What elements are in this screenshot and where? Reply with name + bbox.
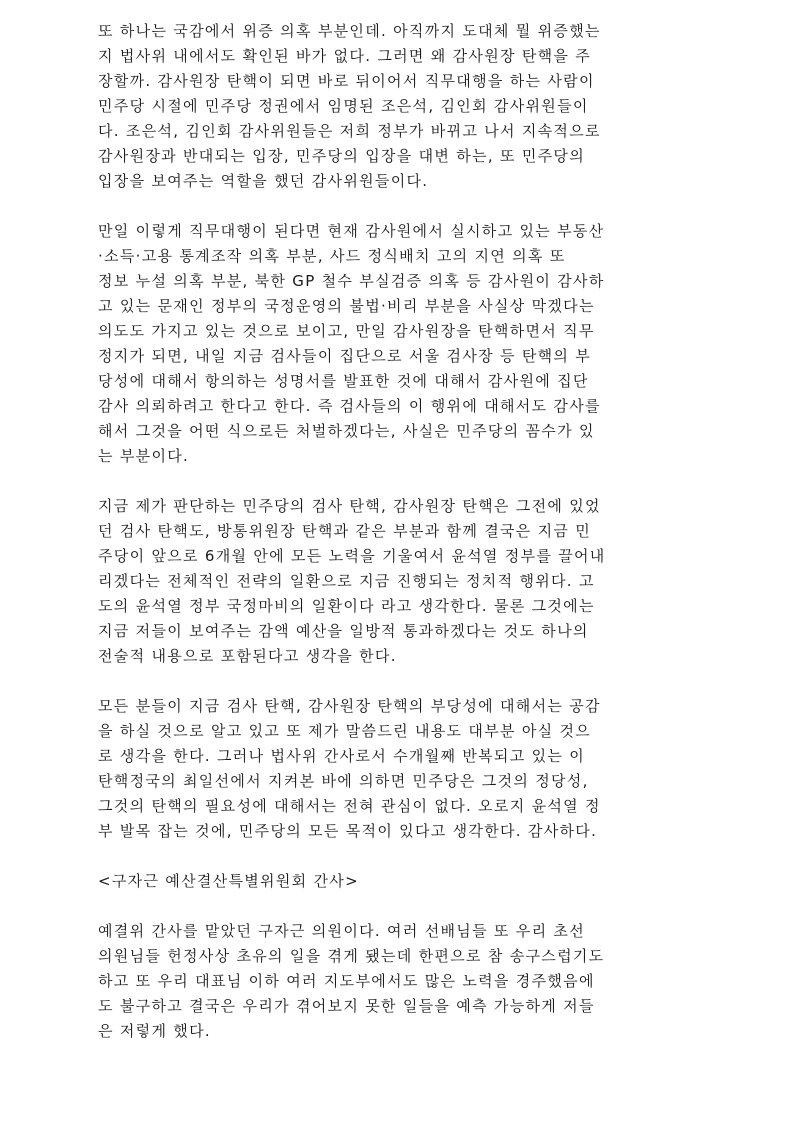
text-line: 지금 제가 판단하는 민주당의 검사 탄핵, 감사원장 탄핵은 그전에 있었 — [98, 497, 601, 515]
text-line: 만일 이렇게 직무대행이 된다면 현재 감사원에서 실시하고 있는 부동산 — [98, 222, 605, 240]
paragraph-impeachment-strategy — [98, 494, 698, 669]
text-line: 감사원장과 반대되는 입장, 민주당의 입장을 대변 하는, 또 민주당의 — [98, 147, 586, 165]
text-line: 부 발목 잡는 것에, 민주당의 모든 목적이 있다고 생각한다. 감사하다. — [98, 822, 598, 840]
text-line: 로 생각을 한다. 그러나 법사위 간사로서 수개월째 반복되고 있는 이 — [98, 747, 586, 765]
text-line: 은 저렇게 했다. — [98, 1022, 211, 1040]
text-line: 던 검사 탄핵도, 방통위원장 탄핵과 같은 부분과 함께 결국은 지금 민 — [98, 522, 592, 540]
text-line: 주당이 앞으로 6개월 안에 모든 노력을 기울여서 윤석열 정부를 끌어내 — [98, 547, 606, 565]
paragraph-conclusion — [98, 694, 698, 844]
text-line: 정지가 되면, 내일 지금 검사들이 집단으로 서울 검사장 등 탄핵의 부 — [98, 347, 592, 365]
text-line: 고 있는 문재인 정부의 국정운영의 불법·비리 부분을 사실상 막겠다는 — [98, 297, 595, 315]
text-line: 해서 그것을 어떤 식으로든 처벌하겠다는, 사실은 민주당의 꼼수가 있 — [98, 422, 595, 440]
paragraph-budget-committee — [98, 919, 698, 1044]
text-line: 의도도 가지고 있는 것으로 보이고, 만일 감사원장을 탄핵하면서 직무 — [98, 322, 595, 340]
text-line: 그것의 탄핵의 필요성에 대해서는 전혀 관심이 없다. 오로지 윤석열 정 — [98, 797, 601, 815]
text-line: 지금 저들이 보여주는 감액 예산을 일방적 통과하겠다는 것도 하나의 — [98, 622, 589, 640]
speaker-heading — [98, 869, 698, 894]
text-line: 감사 의뢰하려고 한다고 한다. 즉 검사들의 이 행위에 대해서도 감사를 — [98, 397, 601, 415]
text-line: 정보 누설 의혹 부분, 북한 GP 철수 부실검증 의혹 등 감사원이 감사하 — [98, 272, 605, 290]
document-page — [98, 19, 698, 1069]
text-line: 또 하나는 국감에서 위증 의혹 부분인데. 아직까지 도대체 뭘 위증했는 — [98, 22, 601, 40]
text-line: 는 부분이다. — [98, 447, 190, 465]
text-line: 다. 조은석, 김인회 감사위원들은 저희 정부가 바뀌고 나서 지속적으로 — [98, 122, 601, 140]
text-line: 도 불구하고 결국은 우리가 겪어보지 못한 일들을 예측 가능하게 저들 — [98, 997, 595, 1015]
speaker-heading-text: <구자근 예산결산특별위원회 간사> — [98, 872, 359, 890]
text-line: 탄핵정국의 최일선에서 지켜본 바에 의하면 민주당은 그것의 정당성, — [98, 772, 589, 790]
text-line: 의원님들 헌정사상 초유의 일을 겪게 됐는데 한편으로 참 송구스럽기도 — [98, 947, 605, 965]
text-line: 예결위 간사를 맡았던 구자근 의원이다. 여러 선배님들 또 우리 초선 — [98, 922, 586, 940]
text-line: 하고 또 우리 대표님 이하 여러 지도부에서도 많은 노력을 경주했음에 — [98, 972, 595, 990]
text-line: 장할까. 감사원장 탄핵이 되면 바로 뒤이어서 직무대행을 하는 사람이 — [98, 72, 595, 90]
text-line: 전술적 내용으로 포함된다고 생각을 한다. — [98, 647, 397, 665]
paragraph-perjury — [98, 19, 698, 194]
text-line: 을 하실 것으로 알고 있고 또 제가 말씀드린 내용도 대부분 아실 것으 — [98, 722, 592, 740]
text-line: 리겠다는 전체적인 전략의 일환으로 지금 진행되는 정치적 행위다. 고 — [98, 572, 595, 590]
text-line: 당성에 대해서 항의하는 성명서를 발표한 것에 대해서 감사원에 집단 — [98, 372, 589, 390]
text-line: 민주당 시절에 민주당 정권에서 임명된 조은석, 김인회 감사위원들이 — [98, 97, 589, 115]
text-line: 지 법사위 내에서도 확인된 바가 없다. 그러면 왜 감사원장 탄핵을 주 — [98, 47, 592, 65]
text-line: 입장을 보여주는 역할을 했던 감사위원들이다. — [98, 172, 429, 190]
text-line: 도의 윤석열 정부 국정마비의 일환이다 라고 생각한다. 물론 그것에는 — [98, 597, 595, 615]
text-line: ·소득·고용 통계조작 의혹 부분, 사드 정식배치 고의 지연 의혹 또 — [98, 247, 566, 265]
text-line: 모든 분들이 지금 검사 탄핵, 감사원장 탄핵의 부당성에 대해서는 공감 — [98, 697, 601, 715]
paragraph-acting-director — [98, 219, 698, 469]
